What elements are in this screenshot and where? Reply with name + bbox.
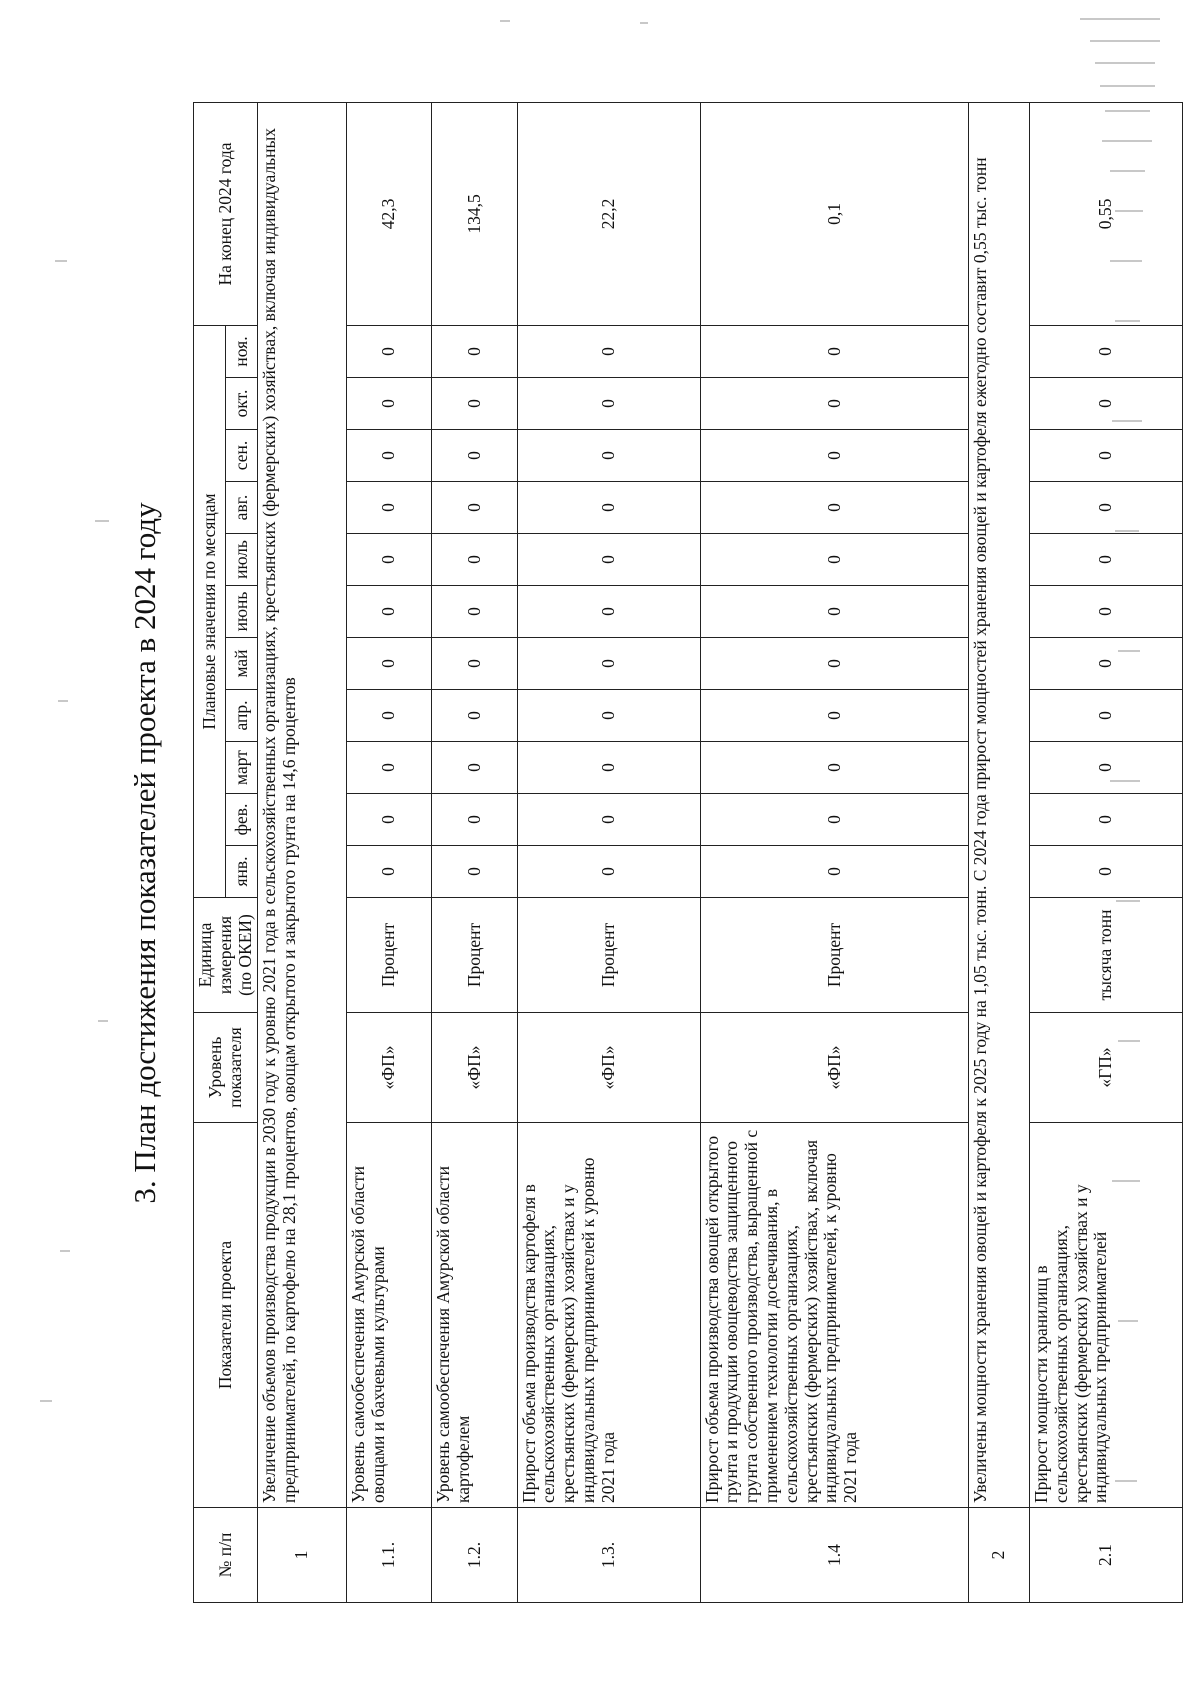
month-value: 0 [517, 638, 700, 690]
scan-noise [500, 20, 510, 22]
indicator-name: Уровень самообеспечения Амурской области картофелем [432, 1123, 517, 1508]
scan-noise [1080, 18, 1160, 20]
month-value: 0 [700, 482, 968, 534]
header-monthly-group: Плановые значения по месяцам [194, 325, 226, 897]
header-month: окт. [226, 378, 258, 430]
month-value: 0 [517, 690, 700, 742]
header-month: июнь [226, 586, 258, 638]
header-month: фев. [226, 794, 258, 846]
indicator-level: «ФП» [346, 1013, 431, 1123]
month-value: 0 [700, 430, 968, 482]
header-num: № п/п [194, 1508, 258, 1603]
unit-of-measure: Процент [346, 898, 431, 1013]
plan-table [193, 102, 1183, 1603]
month-value: 0 [1030, 378, 1183, 430]
header-indicators: Показатели проекта [194, 1123, 258, 1508]
section-number: 1 [258, 1508, 346, 1603]
month-value: 0 [700, 638, 968, 690]
indicator-level: «ФП» [700, 1013, 968, 1123]
month-value: 0 [1030, 690, 1183, 742]
month-value: 0 [700, 378, 968, 430]
month-value: 0 [346, 846, 431, 898]
month-value: 0 [700, 846, 968, 898]
month-value: 0 [517, 794, 700, 846]
month-value: 0 [1030, 586, 1183, 638]
month-value: 0 [346, 794, 431, 846]
header-end-of-year: На конец 2024 года [194, 102, 258, 325]
month-value: 0 [517, 378, 700, 430]
section-goal-text: Увеличены мощности хранения овощей и картофеля к 2025 году на 1,05 тыс. тонн. С 2024 года прирост мощностей хранения овощей и картофеля ежегодно составит 0,55 тыс. тонн [969, 102, 1030, 1507]
scan-noise [640, 22, 648, 24]
unit-of-measure: Процент [517, 898, 700, 1013]
end-of-year-value: 0,55 [1030, 102, 1183, 325]
end-of-year-value: 0,1 [700, 102, 968, 325]
header-unit: Единица измерения (по ОКЕИ) [194, 898, 258, 1013]
header-month: сен. [226, 430, 258, 482]
page-title: 3. План достижения показателей проекта в 2024 году [127, 502, 162, 1204]
indicator-level: «ФП» [432, 1013, 517, 1123]
unit-of-measure: тысяча тонн [1030, 898, 1183, 1013]
scan-noise [95, 520, 109, 522]
month-value: 0 [517, 846, 700, 898]
month-value: 0 [346, 742, 431, 794]
end-of-year-value: 134,5 [432, 102, 517, 325]
end-of-year-value: 22,2 [517, 102, 700, 325]
header-month: янв. [226, 846, 258, 898]
unit-of-measure: Процент [432, 898, 517, 1013]
scan-noise [1100, 85, 1155, 87]
month-value: 0 [1030, 638, 1183, 690]
month-value: 0 [1030, 482, 1183, 534]
month-value: 0 [517, 482, 700, 534]
month-value: 0 [346, 378, 431, 430]
month-value: 0 [700, 690, 968, 742]
month-value: 0 [432, 482, 517, 534]
header-month: апр. [226, 690, 258, 742]
month-value: 0 [346, 482, 431, 534]
month-value: 0 [346, 690, 431, 742]
header-month: июль [226, 534, 258, 586]
month-value: 0 [432, 794, 517, 846]
scan-noise [58, 700, 68, 702]
indicator-level: «ГП» [1030, 1013, 1183, 1123]
month-value: 0 [346, 586, 431, 638]
row-number: 2.1 [1030, 1508, 1183, 1603]
table-row [1030, 102, 1183, 1602]
row-number: 1.2. [432, 1508, 517, 1603]
scan-noise [1090, 40, 1160, 42]
header-month: март [226, 742, 258, 794]
scan-noise [40, 1400, 52, 1402]
month-value: 0 [1030, 742, 1183, 794]
month-value: 0 [517, 534, 700, 586]
section-number: 2 [969, 1508, 1030, 1603]
row-number: 1.1. [346, 1508, 431, 1603]
scan-noise [1095, 62, 1155, 64]
month-value: 0 [517, 325, 700, 377]
month-value: 0 [432, 534, 517, 586]
month-value: 0 [432, 846, 517, 898]
month-value: 0 [517, 430, 700, 482]
month-value: 0 [1030, 794, 1183, 846]
row-number: 1.3. [517, 1508, 700, 1603]
end-of-year-value: 42,3 [346, 102, 431, 325]
month-value: 0 [346, 430, 431, 482]
row-number: 1.4 [700, 1508, 968, 1603]
month-value: 0 [517, 586, 700, 638]
month-value: 0 [700, 794, 968, 846]
month-value: 0 [346, 325, 431, 377]
table-row [700, 102, 968, 1602]
month-value: 0 [1030, 846, 1183, 898]
rotated-content [115, 103, 1170, 1603]
indicator-name: Прирост мощности хранилищ в сельскохозяйственных организациях, крестьянских (фермерских) хозяйствах и у индивидуальных предпринимателей [1030, 1123, 1183, 1508]
scan-noise [55, 260, 67, 262]
month-value: 0 [432, 638, 517, 690]
header-level: Уровень показателя [194, 1013, 258, 1123]
month-value: 0 [1030, 325, 1183, 377]
indicator-name: Уровень самообеспечения Амурской области овощами и бахчевыми культурами [346, 1123, 431, 1508]
month-value: 0 [517, 742, 700, 794]
header-month: авг. [226, 482, 258, 534]
month-value: 0 [432, 586, 517, 638]
unit-of-measure: Процент [700, 898, 968, 1013]
month-value: 0 [700, 534, 968, 586]
header-row-1 [194, 102, 226, 1602]
month-value: 0 [432, 690, 517, 742]
header-month: май [226, 638, 258, 690]
plan-table-body [258, 102, 1182, 1602]
month-value: 0 [700, 586, 968, 638]
month-value: 0 [700, 325, 968, 377]
scan-noise [60, 1250, 70, 1252]
month-value: 0 [346, 534, 431, 586]
indicator-name: Прирост объема производства картофеля в сельскохозяйственных организациях, крестьянских (фермерских) хозяйствах и у индивидуальных предпринимателей к уровню 2021 года [517, 1123, 700, 1508]
section-row [969, 102, 1030, 1602]
month-value: 0 [1030, 430, 1183, 482]
month-value: 0 [700, 742, 968, 794]
month-value: 0 [432, 378, 517, 430]
table-row [432, 102, 517, 1602]
header-month: ноя. [226, 325, 258, 377]
table-row [346, 102, 431, 1602]
table-row [517, 102, 700, 1602]
section-row [258, 102, 346, 1602]
month-value: 0 [432, 430, 517, 482]
month-value: 0 [1030, 534, 1183, 586]
indicator-level: «ФП» [517, 1013, 700, 1123]
month-value: 0 [346, 638, 431, 690]
indicator-name: Прирост объема производства овощей открытого грунта и продукции овощеводства защищенного грунта собственного производства, выращенной с применением технологии досвечивания, в сельскохозяйственных организациях, крестьянских (фермерских) хозяйствах, включая индивидуальных предпринимателей, к уровню 2021 года [700, 1123, 968, 1508]
month-value: 0 [432, 325, 517, 377]
section-goal-text: Увеличение объемов производства продукции в 2030 году к уровню 2021 года в сельскохозяйственных организациях, крестьянских (фермерских) хозяйствах, включая индивидуальных предпринимателей, по картофелю на 28,1 процентов, овощам открытого и закрытого грунта на 14,6 процентов [258, 102, 346, 1507]
scan-noise [98, 1020, 108, 1022]
month-value: 0 [432, 742, 517, 794]
